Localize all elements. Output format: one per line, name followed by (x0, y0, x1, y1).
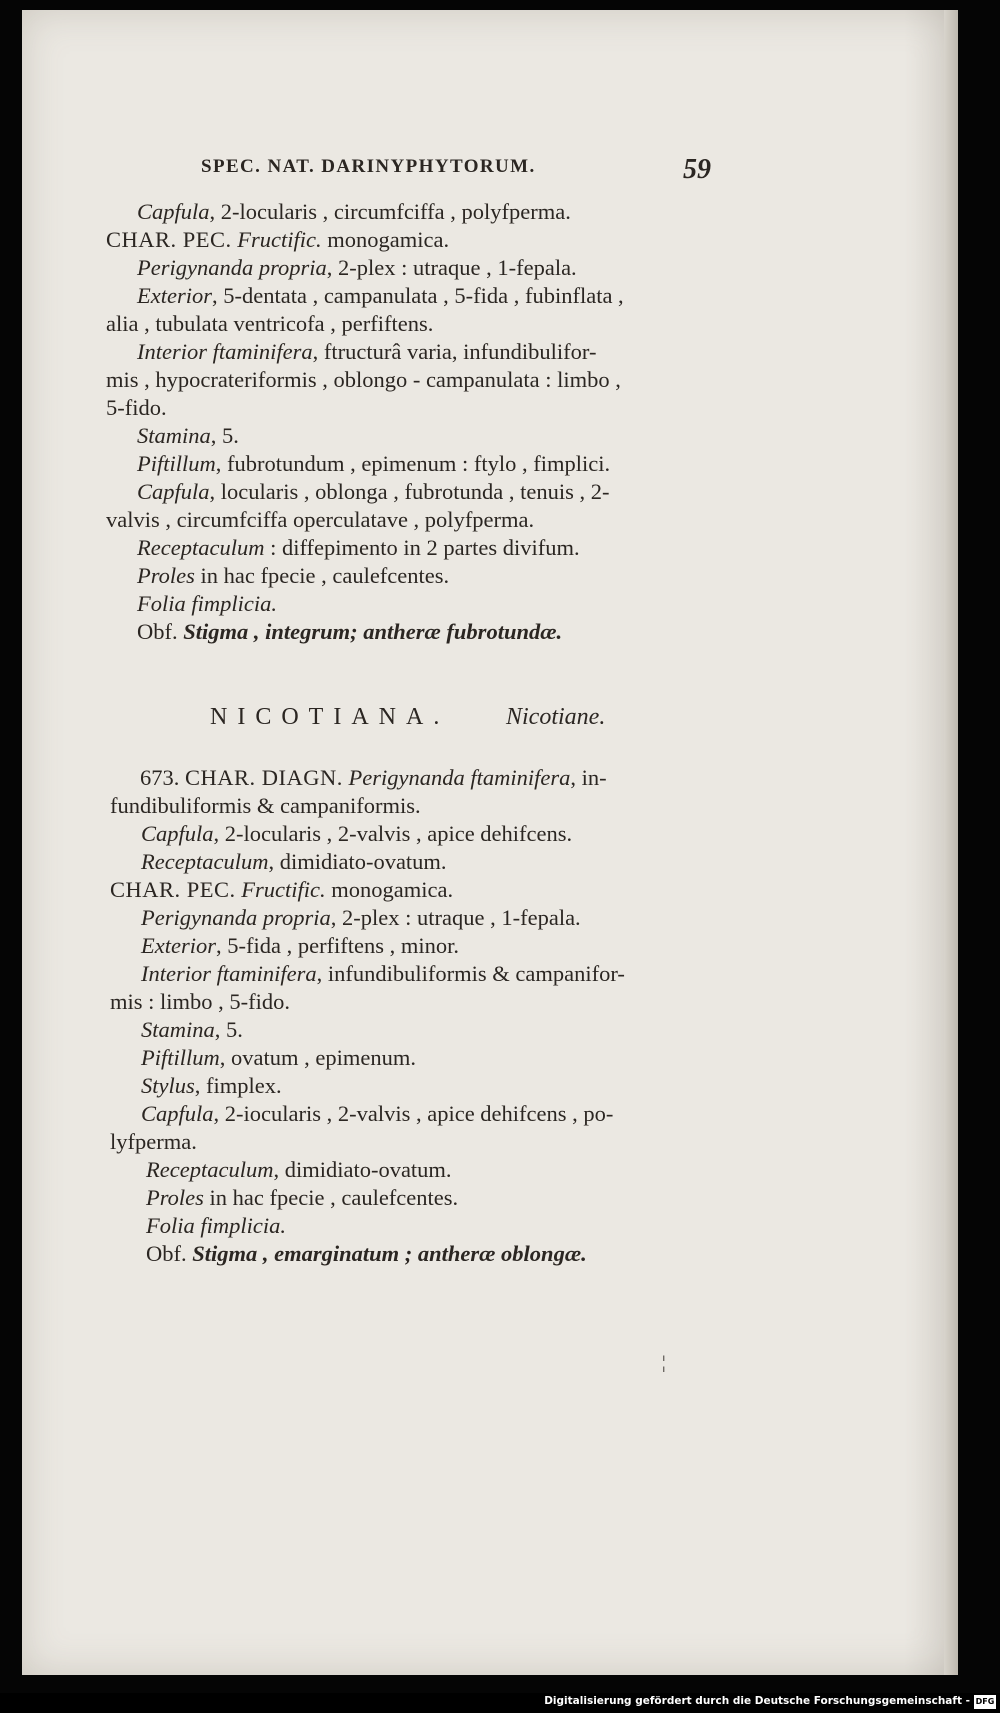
text-line (146, 1156, 452, 1184)
obs-label: Obf. (137, 619, 178, 644)
term-italic: Capfula (137, 199, 210, 224)
text-line (141, 1016, 243, 1044)
text-line (141, 932, 459, 960)
text-line (141, 1044, 416, 1072)
text-line (137, 534, 580, 562)
text-line (141, 848, 447, 876)
term-italic: Stigma , emarginatum ; antheræ oblongæ. (192, 1241, 587, 1266)
line-text: monogamica. (331, 877, 454, 902)
line-text: , 5-fida , perfiftens , minor. (215, 933, 460, 958)
term-italic: Stigma , integrum; antheræ fubrotundæ. (183, 619, 563, 644)
text-line (137, 422, 239, 450)
text-line (137, 478, 609, 506)
line-text: , 5. (210, 423, 239, 448)
line-text: monogamica. (327, 227, 450, 252)
line-text: , 5. (214, 1017, 243, 1042)
text-line: Folia fimplicia. (137, 591, 277, 616)
line-text: in hac fpecie , caulefcentes. (200, 563, 450, 588)
text-line: Folia fimplicia. (146, 1213, 286, 1238)
text-line: lyfperma. (110, 1129, 197, 1154)
line-text: , 2-iocularis , 2-valvis , apice dehifcens , po- (213, 1101, 614, 1126)
term-italic: Exterior (141, 933, 216, 958)
section-label: CHAR. PEC. (106, 227, 232, 252)
term-italic: Stylus (141, 1073, 195, 1098)
line-text: , in- (570, 765, 607, 790)
text-line (137, 338, 596, 366)
text-line (140, 764, 607, 792)
footer-credit: Digitalisierung gefördert durch die Deutsche Forschungsgemeinschaft - (544, 1695, 970, 1707)
text-line (141, 1100, 613, 1128)
line-text: , 5-dentata , campanulata , 5-fida , fubinflata , (211, 283, 624, 308)
term-italic: Perigynanda propria (141, 905, 331, 930)
text-line: mis , hypocrateriformis , oblongo - campanulata : limbo , (106, 367, 621, 392)
term-italic: Interior ftaminifera (137, 339, 313, 364)
term-italic: Interior ftaminifera (141, 961, 317, 986)
text-line (141, 1072, 282, 1100)
genus-vernacular: Nicotiane. (506, 704, 606, 730)
page-shade (904, 10, 944, 1675)
running-head: SPEC. NAT. DARINYPHYTORUM. (201, 156, 536, 177)
text-line (110, 876, 453, 904)
line-text: , dimidiato-ovatum. (268, 849, 447, 874)
text-line (141, 820, 572, 848)
text-line (137, 562, 449, 590)
term-italic: Perigynanda ftaminifera (348, 765, 571, 790)
term-italic: Fructific. (237, 227, 322, 252)
term-italic: Proles (137, 563, 195, 588)
text-line (141, 960, 625, 988)
term-italic: Fructific. (241, 877, 326, 902)
text-line (137, 198, 571, 226)
line-text: , 2-locularis , 2-valvis , apice dehifcens. (213, 821, 573, 846)
observation-line (137, 618, 562, 646)
page-number: 59 (683, 154, 711, 185)
term-italic: Piftillum (137, 451, 216, 476)
line-text: , 2-plex : utraque , 1-fepala. (326, 255, 577, 280)
term-italic: Capfula (141, 1101, 214, 1126)
term-italic: Proles (146, 1185, 204, 1210)
entry-number: 673. (140, 765, 180, 790)
line-text: , 2-plex : utraque , 1-fepala. (330, 905, 581, 930)
text-line: alia , tubulata ventricofa , perfiftens. (106, 311, 434, 336)
genus-heading: NICOTIANA. (210, 704, 450, 730)
obs-label: Obf. (146, 1241, 187, 1266)
line-text: , fimplex. (194, 1073, 282, 1098)
term-italic: Perigynanda propria (137, 255, 327, 280)
page-edge (944, 10, 958, 1675)
text-line (146, 1184, 458, 1212)
term-italic: Exterior (137, 283, 212, 308)
line-text: , fubrotundum , epimenum : ftylo , fimplici. (215, 451, 611, 476)
term-italic: Receptaculum (146, 1157, 274, 1182)
line-text: , 2-locularis , circumfciffa , polyfperma. (209, 199, 571, 224)
term-italic: Capfula (137, 479, 210, 504)
term-italic: Stamina (137, 423, 211, 448)
term-italic: Receptaculum (141, 849, 269, 874)
dfg-logo-icon: DFG (974, 1695, 996, 1709)
line-text: in hac fpecie , caulefcentes. (209, 1185, 459, 1210)
line-text: , dimidiato-ovatum. (273, 1157, 452, 1182)
text-line: valvis , circumfciffa operculatave , polyfperma. (106, 507, 535, 532)
line-text: , infundibuliformis & campanifor- (316, 961, 625, 986)
term-italic: Capfula (141, 821, 214, 846)
text-line (137, 282, 624, 310)
line-text: , ftructurâ varia, infundibulifor- (312, 339, 597, 364)
text-line (137, 450, 610, 478)
section-label: CHAR. DIAGN. (185, 765, 343, 790)
text-line: 5-fido. (106, 395, 167, 420)
line-text: : diffepimento in 2 partes divifum. (270, 535, 580, 560)
text-line (141, 904, 581, 932)
text-line (106, 226, 449, 254)
text-line: mis : limbo , 5-fido. (110, 989, 290, 1014)
stray-mark: ¦ (662, 1352, 666, 1372)
line-text: , locularis , oblonga , fubrotunda , tenuis , 2- (209, 479, 610, 504)
text-line (137, 254, 577, 282)
term-italic: Stamina (141, 1017, 215, 1042)
observation-line (146, 1240, 587, 1268)
term-italic: Piftillum (141, 1045, 220, 1070)
term-italic: Receptaculum (137, 535, 265, 560)
line-text: , ovatum , epimenum. (219, 1045, 416, 1070)
text-line: fundibuliformis & campaniformis. (110, 793, 421, 818)
section-label: CHAR. PEC. (110, 877, 236, 902)
